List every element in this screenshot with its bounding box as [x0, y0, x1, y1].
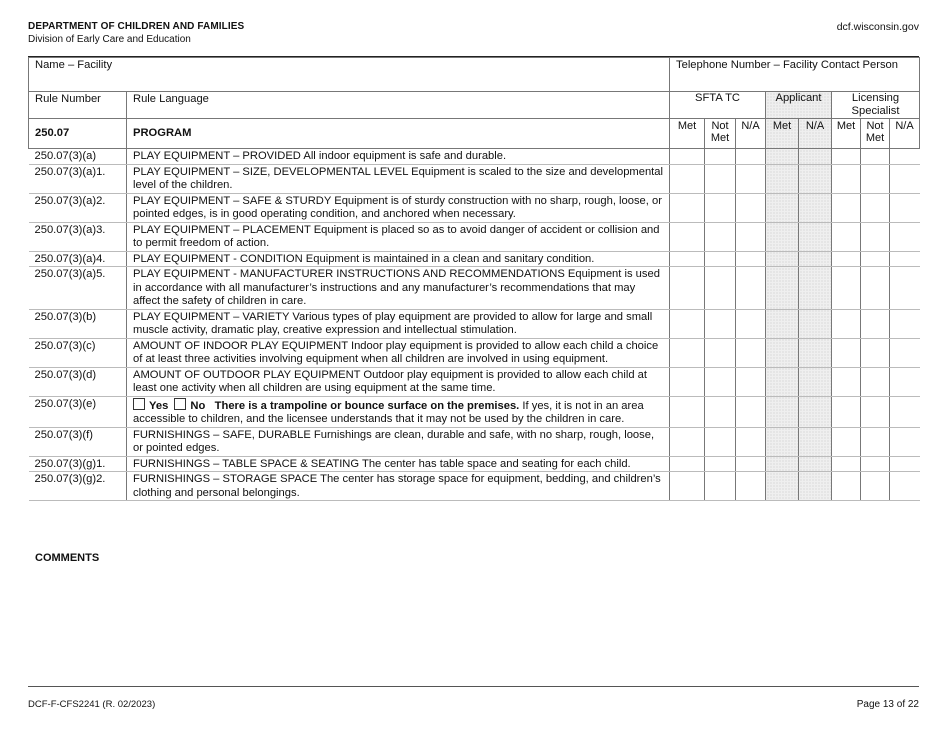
- rule-row: [29, 396, 920, 427]
- checklist-table: [28, 57, 920, 501]
- specialist-met-cell[interactable]: [832, 472, 861, 501]
- specialist-met-cell[interactable]: [832, 267, 861, 310]
- sfta-met-cell[interactable]: [670, 472, 705, 501]
- rule-language: FURNISHINGS – SAFE, DURABLE Furnishings are clean, durable and safe, with no sharp, rough, loose, or pointed edges.: [127, 427, 670, 456]
- comments-label: COMMENTS: [35, 552, 100, 564]
- facility-name-field[interactable]: [29, 58, 670, 92]
- licensing-specialist-header: Licensing Specialist: [832, 92, 920, 119]
- rule-language: PLAY EQUIPMENT – PLACEMENT Equipment is placed so as to avoid danger of accident or collision and to permit freedom of action.: [127, 222, 670, 251]
- specialist-not-met-cell[interactable]: [861, 427, 890, 456]
- specialist-na-header: N/A: [890, 119, 920, 149]
- specialist-not-met-cell[interactable]: [861, 309, 890, 338]
- rule-number: 250.07(3)(g)1.: [29, 456, 127, 472]
- rule-language: PLAY EQUIPMENT – SIZE, DEVELOPMENTAL LEVEL Equipment is scaled to the size and developmental level of the children.: [127, 164, 670, 193]
- sfta-na-cell[interactable]: [736, 338, 766, 367]
- rule-language: FURNISHINGS – STORAGE SPACE The center has storage space for equipment, bedding, and children’s clothing and personal belongings.: [127, 472, 670, 501]
- specialist-met-cell[interactable]: [832, 251, 861, 267]
- specialist-not-met-cell[interactable]: [861, 367, 890, 396]
- sfta-not-met-cell[interactable]: [705, 222, 736, 251]
- specialist-not-met-cell[interactable]: [861, 338, 890, 367]
- sfta-tc-header: SFTA TC: [670, 92, 766, 119]
- rule-row: [29, 427, 920, 456]
- applicant-met-cell[interactable]: [766, 149, 799, 165]
- sfta-met-cell[interactable]: [670, 251, 705, 267]
- applicant-na-cell[interactable]: [799, 164, 832, 193]
- rule-number-header: Rule Number: [29, 92, 127, 119]
- sfta-not-met-cell[interactable]: [705, 193, 736, 222]
- sfta-met-cell[interactable]: [670, 456, 705, 472]
- rule-number: 250.07(3)(a)3.: [29, 222, 127, 251]
- specialist-na-cell[interactable]: [890, 164, 920, 193]
- rule-number: 250.07(3)(e): [29, 396, 127, 427]
- rule-number: 250.07(3)(a)4.: [29, 251, 127, 267]
- sfta-na-header: N/A: [736, 119, 766, 149]
- sfta-met-cell[interactable]: [670, 267, 705, 310]
- sfta-not-met-cell[interactable]: [705, 427, 736, 456]
- sfta-not-met-cell[interactable]: [705, 456, 736, 472]
- specialist-met-cell[interactable]: [832, 222, 861, 251]
- sfta-not-met-cell[interactable]: [705, 396, 736, 427]
- rule-language-header: Rule Language: [127, 92, 670, 119]
- applicant-na-cell[interactable]: [799, 267, 832, 310]
- applicant-met-cell[interactable]: [766, 367, 799, 396]
- rule-row: [29, 338, 920, 367]
- applicant-met-cell[interactable]: [766, 338, 799, 367]
- specialist-not-met-header: Not Met: [861, 119, 890, 149]
- rule-row: [29, 222, 920, 251]
- rule-row: [29, 472, 920, 501]
- rule-language: PLAY EQUIPMENT – VARIETY Various types of play equipment are provided to allow for large and small muscle activity, dramatic play, creative expression and intellectual stimulation.: [127, 309, 670, 338]
- sfta-met-header: Met: [670, 119, 705, 149]
- sfta-met-cell[interactable]: [670, 222, 705, 251]
- sfta-met-cell[interactable]: [670, 149, 705, 165]
- applicant-na-cell[interactable]: [799, 472, 832, 501]
- sfta-met-cell[interactable]: [670, 396, 705, 427]
- applicant-na-cell[interactable]: [799, 338, 832, 367]
- form-id: DCF-F-CFS2241 (R. 02/2023): [28, 699, 156, 710]
- yes-label: Yes: [149, 399, 169, 412]
- applicant-na-cell[interactable]: [799, 193, 832, 222]
- applicant-met-cell[interactable]: [766, 267, 799, 310]
- specialist-not-met-cell[interactable]: [861, 193, 890, 222]
- rule-language: PLAY EQUIPMENT - CONDITION Equipment is maintained in a clean and sanitary condition.: [127, 251, 670, 267]
- specialist-not-met-cell[interactable]: [861, 251, 890, 267]
- applicant-met-cell[interactable]: [766, 251, 799, 267]
- sfta-na-cell[interactable]: [736, 251, 766, 267]
- applicant-met-cell[interactable]: [766, 456, 799, 472]
- sfta-not-met-cell[interactable]: [705, 251, 736, 267]
- rule-language: FURNISHINGS – TABLE SPACE & SEATING The center has table space and seating for each child.: [127, 456, 670, 472]
- rule-number: 250.07(3)(a)1.: [29, 164, 127, 193]
- specialist-na-cell[interactable]: [890, 222, 920, 251]
- sfta-met-cell[interactable]: [670, 338, 705, 367]
- specialist-not-met-cell[interactable]: [861, 472, 890, 501]
- division-name: Division of Early Care and Education: [28, 34, 191, 45]
- rule-row: [29, 164, 920, 193]
- trampoline-question: There is a trampoline or bounce surface on the premises.: [214, 399, 520, 412]
- no-checkbox[interactable]: [174, 398, 186, 410]
- department-name: DEPARTMENT OF CHILDREN AND FAMILIES: [28, 21, 245, 32]
- rule-language: PLAY EQUIPMENT – SAFE & STURDY Equipment is of sturdy construction with no sharp, rough, loose, or pointed edges, is in good operating condition, and anchored when necessary.: [127, 193, 670, 222]
- specialist-na-cell[interactable]: [890, 309, 920, 338]
- specialist-met-header: Met: [832, 119, 861, 149]
- sfta-not-met-cell[interactable]: [705, 267, 736, 310]
- specialist-met-cell[interactable]: [832, 338, 861, 367]
- rule-number: 250.07(3)(g)2.: [29, 472, 127, 501]
- specialist-met-cell[interactable]: [832, 309, 861, 338]
- specialist-not-met-cell[interactable]: [861, 149, 890, 165]
- specialist-na-cell[interactable]: [890, 251, 920, 267]
- rule-text: If yes, it is not in an area accessible to children, and the licensee understands that it may not be used by the children in care.: [133, 399, 644, 425]
- sfta-na-cell[interactable]: [736, 367, 766, 396]
- sfta-na-cell[interactable]: [736, 309, 766, 338]
- yes-checkbox[interactable]: [133, 398, 145, 410]
- specialist-not-met-cell[interactable]: [861, 222, 890, 251]
- applicant-met-header: Met: [766, 119, 799, 149]
- specialist-met-cell[interactable]: [832, 193, 861, 222]
- section-title: PROGRAM: [127, 119, 670, 149]
- specialist-na-cell[interactable]: [890, 472, 920, 501]
- sfta-na-cell[interactable]: [736, 456, 766, 472]
- rule-number: 250.07(3)(a): [29, 149, 127, 165]
- specialist-not-met-cell[interactable]: [861, 456, 890, 472]
- applicant-na-cell[interactable]: [799, 367, 832, 396]
- sfta-met-cell[interactable]: [670, 367, 705, 396]
- no-label: No: [190, 399, 206, 412]
- contact-telephone-field[interactable]: [670, 58, 920, 92]
- footer-rule-line: [28, 686, 919, 687]
- applicant-na-cell[interactable]: [799, 427, 832, 456]
- sfta-met-cell[interactable]: [670, 309, 705, 338]
- sfta-na-cell[interactable]: [736, 193, 766, 222]
- sfta-not-met-cell[interactable]: [705, 338, 736, 367]
- rule-number: 250.07(3)(a)5.: [29, 267, 127, 310]
- sfta-not-met-cell[interactable]: [705, 309, 736, 338]
- specialist-met-cell[interactable]: [832, 164, 861, 193]
- sfta-met-cell[interactable]: [670, 164, 705, 193]
- rule-number: 250.07(3)(f): [29, 427, 127, 456]
- specialist-na-cell[interactable]: [890, 427, 920, 456]
- specialist-met-cell[interactable]: [832, 427, 861, 456]
- specialist-not-met-cell[interactable]: [861, 164, 890, 193]
- sfta-na-cell[interactable]: [736, 267, 766, 310]
- specialist-na-cell[interactable]: [890, 267, 920, 310]
- sfta-not-met-header: Not Met: [705, 119, 736, 149]
- specialist-na-cell[interactable]: [890, 367, 920, 396]
- sfta-not-met-cell[interactable]: [705, 149, 736, 165]
- rule-row: [29, 456, 920, 472]
- specialist-met-cell[interactable]: [832, 367, 861, 396]
- page-number: Page 13 of 22: [856, 699, 919, 710]
- specialist-met-cell[interactable]: [832, 396, 861, 427]
- applicant-na-cell[interactable]: [799, 456, 832, 472]
- rule-number: 250.07(3)(c): [29, 338, 127, 367]
- specialist-na-cell[interactable]: [890, 193, 920, 222]
- rule-language: PLAY EQUIPMENT – PROVIDED All indoor equipment is safe and durable.: [127, 149, 670, 165]
- sfta-na-cell[interactable]: [736, 164, 766, 193]
- facility-name-label: Name – Facility: [35, 59, 113, 71]
- applicant-na-cell[interactable]: [799, 396, 832, 427]
- applicant-na-cell[interactable]: [799, 251, 832, 267]
- applicant-met-cell[interactable]: [766, 193, 799, 222]
- sfta-not-met-cell[interactable]: [705, 367, 736, 396]
- applicant-header: Applicant: [766, 92, 832, 119]
- applicant-met-cell[interactable]: [766, 427, 799, 456]
- rule-row: [29, 149, 920, 165]
- rule-language: AMOUNT OF OUTDOOR PLAY EQUIPMENT Outdoor play equipment is provided to allow each child at least one activity when all children are using equipment at the same time.: [127, 367, 670, 396]
- applicant-met-cell[interactable]: [766, 222, 799, 251]
- sfta-na-cell[interactable]: [736, 472, 766, 501]
- specialist-na-cell[interactable]: [890, 396, 920, 427]
- rule-language: AMOUNT OF INDOOR PLAY EQUIPMENT Indoor play equipment is provided to allow each child a choice of at least three activities involving equipment when all children are involved in using equipment.: [127, 338, 670, 367]
- sfta-na-cell[interactable]: [736, 149, 766, 165]
- sfta-na-cell[interactable]: [736, 222, 766, 251]
- applicant-met-cell[interactable]: [766, 396, 799, 427]
- applicant-na-cell[interactable]: [799, 149, 832, 165]
- sfta-not-met-cell[interactable]: [705, 472, 736, 501]
- rule-row: [29, 309, 920, 338]
- applicant-met-cell[interactable]: [766, 309, 799, 338]
- specialist-na-cell[interactable]: [890, 149, 920, 165]
- rule-number: 250.07(3)(b): [29, 309, 127, 338]
- specialist-not-met-cell[interactable]: [861, 267, 890, 310]
- section-number: 250.07: [29, 119, 127, 149]
- website-url: dcf.wisconsin.gov: [836, 21, 919, 33]
- specialist-not-met-cell[interactable]: [861, 396, 890, 427]
- sfta-met-cell[interactable]: [670, 427, 705, 456]
- applicant-met-cell[interactable]: [766, 472, 799, 501]
- applicant-na-header: N/A: [799, 119, 832, 149]
- rule-row: [29, 267, 920, 310]
- sfta-na-cell[interactable]: [736, 427, 766, 456]
- rule-number: 250.07(3)(a)2.: [29, 193, 127, 222]
- specialist-met-cell[interactable]: [832, 456, 861, 472]
- applicant-met-cell[interactable]: [766, 164, 799, 193]
- rule-number: 250.07(3)(d): [29, 367, 127, 396]
- rule-language: PLAY EQUIPMENT - MANUFACTURER INSTRUCTIONS AND RECOMMENDATIONS Equipment is used in accordance with all manufacturer’s instructions and any manufacturer’s recommendations that may affect the safety of children in care.: [127, 267, 670, 310]
- rule-language: [127, 396, 670, 427]
- rule-row: [29, 251, 920, 267]
- rule-row: [29, 193, 920, 222]
- page-header: [28, 21, 244, 46]
- sfta-not-met-cell[interactable]: [705, 164, 736, 193]
- contact-telephone-label: Telephone Number – Facility Contact Person: [676, 59, 898, 71]
- applicant-na-cell[interactable]: [799, 309, 832, 338]
- specialist-na-cell[interactable]: [890, 456, 920, 472]
- sfta-na-cell[interactable]: [736, 396, 766, 427]
- specialist-met-cell[interactable]: [832, 149, 861, 165]
- sfta-met-cell[interactable]: [670, 193, 705, 222]
- specialist-na-cell[interactable]: [890, 338, 920, 367]
- rule-row: [29, 367, 920, 396]
- applicant-na-cell[interactable]: [799, 222, 832, 251]
